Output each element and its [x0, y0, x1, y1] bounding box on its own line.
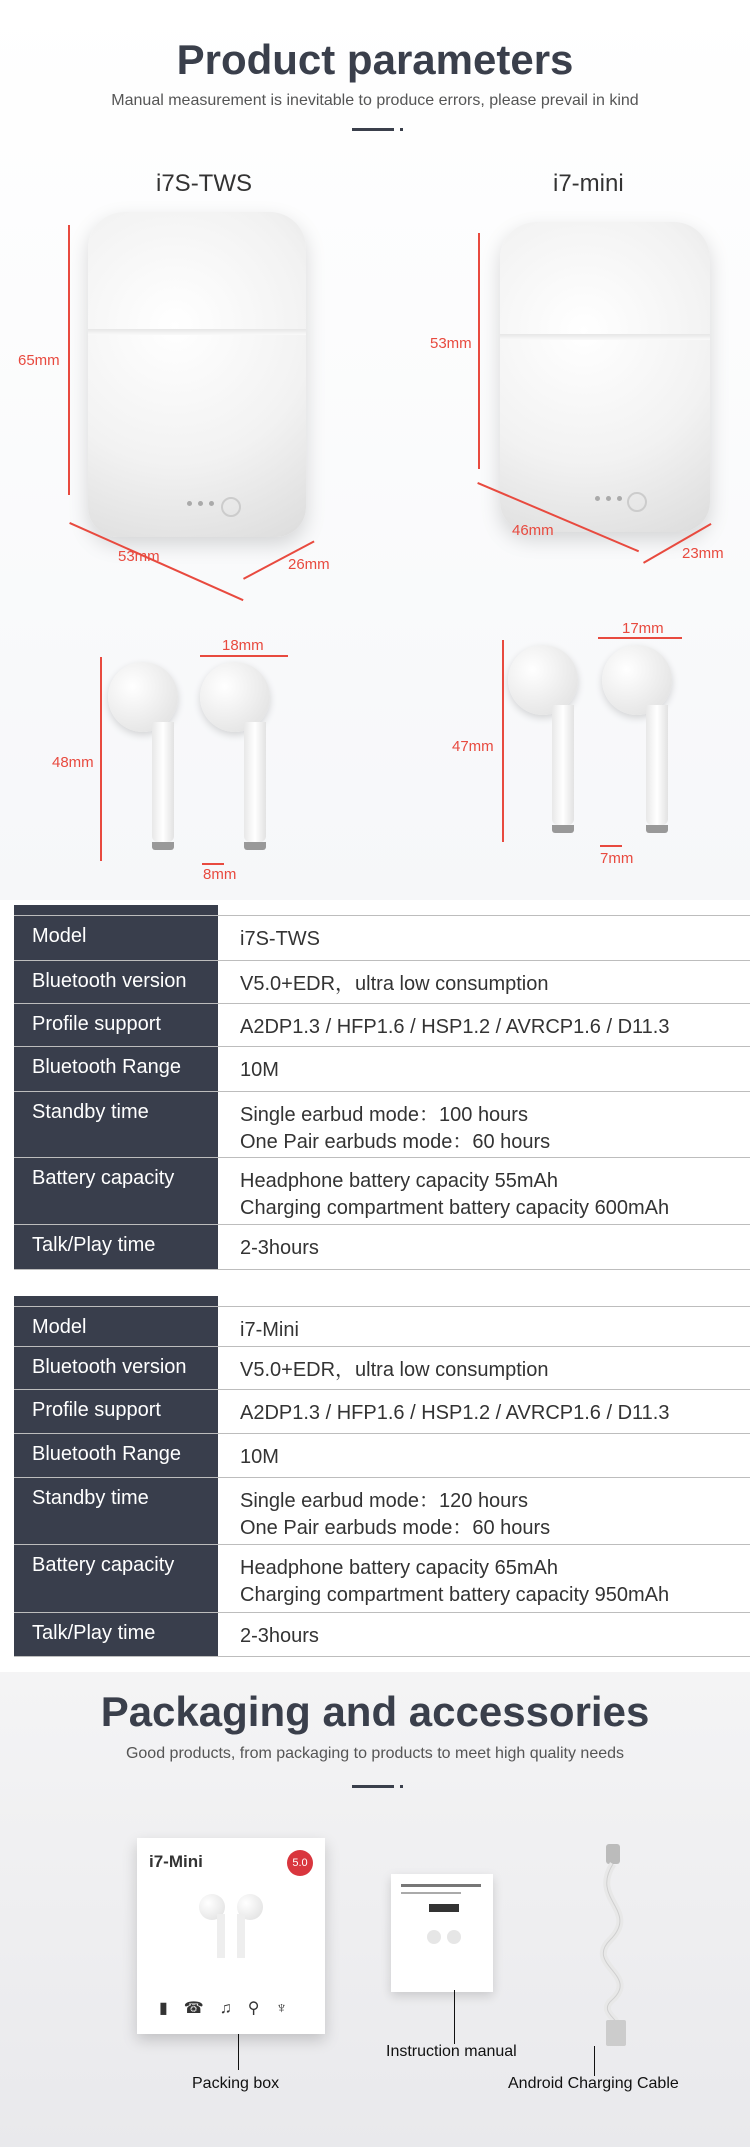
table-row: [14, 1477, 750, 1544]
packaging-divider: [352, 1785, 394, 1788]
spec-key: Talk/Play time: [14, 1613, 218, 1656]
box-earbud-stem-2: [237, 1914, 245, 1958]
pod-stem-label-left: 8mm: [203, 866, 237, 883]
pod-width-label-left: 18mm: [222, 637, 264, 654]
pod-height-line-right: [502, 640, 504, 842]
spec-value: 10M: [240, 1059, 279, 1081]
pod-height-label-left: 48mm: [52, 754, 94, 771]
case-lid-seam: [500, 334, 710, 340]
spec-value: V5.0+EDR，ultra low consumption: [240, 973, 549, 995]
spec-value: 10M: [240, 1446, 279, 1468]
spec-key: Battery capacity: [14, 1158, 218, 1224]
case-lid-seam: [88, 329, 306, 335]
charging-case-image-left: [88, 212, 306, 537]
spec-key: Standby time: [14, 1092, 218, 1157]
pod-stem-label-right: 7mm: [600, 850, 634, 867]
packing-box-image: [137, 1838, 325, 2034]
box-feature-icons: ▮☎♫⚲♆: [159, 2000, 304, 2017]
spec-key: Talk/Play time: [14, 1225, 218, 1269]
charging-cable-image: [570, 1840, 660, 2050]
table-row: [14, 1389, 750, 1433]
spec-key: Standby time: [14, 1478, 218, 1544]
table-row: [14, 1003, 750, 1046]
pod-height-line-left: [100, 657, 102, 861]
manual-earbud-2: [447, 1930, 461, 1944]
spec-value: i7-Mini: [240, 1319, 299, 1341]
case-height-line-left: [68, 225, 70, 495]
box-earbud-stem-1: [217, 1914, 225, 1958]
table-row: [14, 1157, 750, 1224]
spec-key: Battery capacity: [14, 1545, 218, 1612]
pod-width-line-left: [200, 655, 288, 657]
case-height-label-right: 53mm: [430, 335, 472, 352]
title-divider: [352, 128, 394, 131]
case-depth-label-left: 26mm: [288, 556, 330, 573]
box-badge: 5.0: [287, 1850, 313, 1876]
page-title: Product parameters: [176, 36, 574, 83]
earbud-image-right-2: [602, 645, 672, 833]
table-row: [14, 1091, 750, 1157]
table-row: [14, 1046, 750, 1091]
manual-pointer-line: [454, 1990, 455, 2044]
model-name-right: i7-mini: [553, 170, 624, 197]
case-height-line-right: [478, 233, 480, 469]
earbud-image-left-2: [200, 662, 270, 850]
spec-key: Model: [14, 1307, 218, 1346]
case-height-label-left: 65mm: [18, 352, 60, 369]
case-width-label-left: 53mm: [118, 548, 160, 565]
table-row: [14, 1544, 750, 1612]
case-depth-label-right: 23mm: [682, 545, 724, 562]
table-row: [14, 1346, 750, 1389]
page-subtitle: Manual measurement is inevitable to produce errors, please prevail in kind: [111, 92, 639, 109]
packaging-title: Packaging and accessories: [100, 1688, 650, 1735]
table-row: [14, 1306, 750, 1346]
packaging-subtitle: Good products, from packaging to products to meet high quality needs: [125, 1745, 625, 1762]
spec-value: Headphone battery capacity 55mAh Charging compartment battery capacity 600mAh: [240, 1170, 670, 1219]
case-width-label-right: 46mm: [512, 522, 554, 539]
pod-height-label-right: 47mm: [452, 738, 494, 755]
box-brand: i7-Mini: [149, 1852, 203, 1871]
spec-table-1: [14, 905, 750, 1285]
table-row: [14, 915, 750, 965]
case-button: [627, 492, 647, 512]
label-charging-cable: Android Charging Cable: [508, 2075, 679, 2092]
case-led-dots: [187, 493, 220, 511]
case-button: [221, 497, 241, 517]
pod-width-line-right: [598, 637, 682, 639]
manual-earbud-1: [427, 1930, 441, 1944]
spec-key: Bluetooth version: [14, 1347, 218, 1389]
spec-key: Profile support: [14, 1004, 218, 1046]
label-packing-box: Packing box: [192, 2075, 280, 2092]
usb-a-plug: [606, 2020, 626, 2046]
spec-value: Headphone battery capacity 65mAh Charging compartment battery capacity 950mAh: [240, 1557, 670, 1606]
micro-usb-plug: [606, 1844, 620, 1864]
manual-heading-line: [401, 1884, 481, 1887]
pod-stem-line-left: [202, 863, 224, 865]
earbud-image-left-1: [108, 662, 178, 850]
spec-value: V5.0+EDR，ultra low consumption: [240, 1359, 549, 1381]
box-pointer-line: [238, 2034, 239, 2070]
pod-stem-line-right: [600, 845, 622, 847]
case-led-dots: [595, 488, 628, 506]
table-row: [14, 1612, 750, 1657]
spec-table-cap: [14, 905, 218, 915]
cable-wire: [603, 1864, 620, 2022]
spec-value: i7S-TWS: [240, 928, 320, 950]
spec-key: Profile support: [14, 1390, 218, 1433]
pod-width-label-right: 17mm: [622, 620, 664, 637]
spec-value: Single earbud mode：120 hours One Pair earbuds mode：60 hours: [240, 1490, 551, 1539]
instruction-manual-image: [391, 1874, 493, 1992]
earbud-image-right-1: [508, 645, 578, 833]
spec-value: 2-3hours: [240, 1625, 319, 1647]
label-instruction-manual: Instruction manual: [386, 2043, 517, 2060]
table-row: [14, 1224, 750, 1270]
spec-value: Single earbud mode：100 hours One Pair earbuds mode：60 hours: [240, 1104, 551, 1153]
table-row: [14, 1433, 750, 1477]
spec-key: Bluetooth version: [14, 961, 218, 1003]
spec-value: 2-3hours: [240, 1237, 319, 1259]
manual-banner: [429, 1904, 459, 1912]
spec-key: Bluetooth Range: [14, 1434, 218, 1477]
spec-value: A2DP1.3 / HFP1.6 / HSP1.2 / AVRCP1.6 / D11.3: [240, 1016, 670, 1038]
model-name-left: i7S-TWS: [156, 170, 252, 197]
charging-case-image-right: [500, 222, 710, 532]
manual-text-line: [401, 1892, 461, 1894]
spec-value: A2DP1.3 / HFP1.6 / HSP1.2 / AVRCP1.6 / D11.3: [240, 1402, 670, 1424]
table-row: [14, 960, 750, 1003]
cable-pointer-line: [594, 2046, 595, 2076]
spec-key: Model: [14, 916, 218, 965]
spec-key: Bluetooth Range: [14, 1047, 218, 1091]
spec-table-cap: [14, 1296, 218, 1306]
spec-table-2: [14, 1296, 750, 1676]
